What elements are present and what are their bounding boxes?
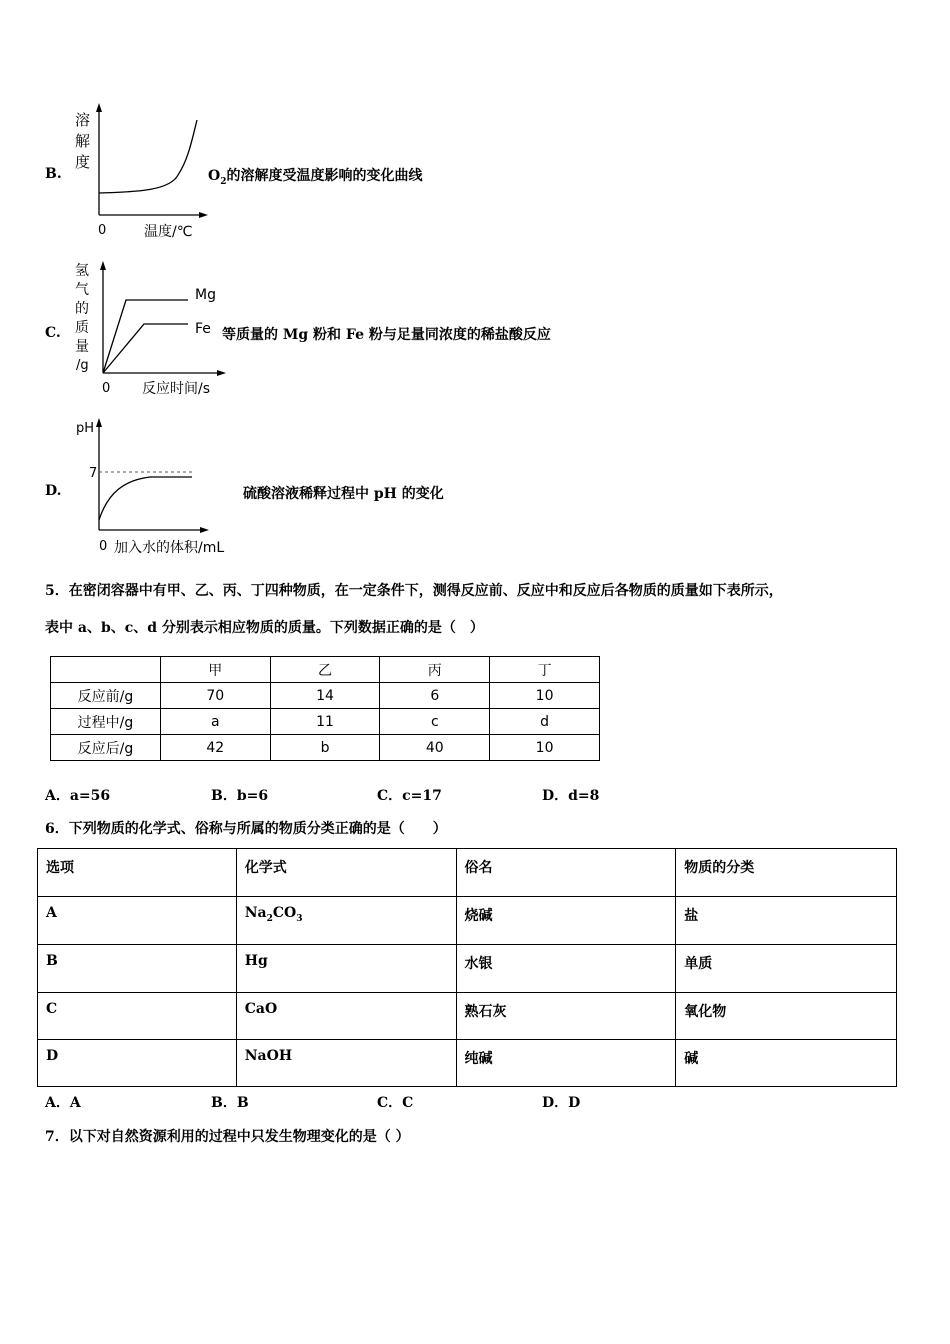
table-cell: 物质的分类 <box>676 849 897 897</box>
table-cell: 俗名 <box>456 849 676 897</box>
q5-option-d[interactable]: D．d=8 <box>542 788 600 804</box>
mg-line <box>103 300 188 373</box>
q5-stem-line1: 5．在密闭容器中有甲、乙、丙、丁四种物质，在一定条件下，测得反应前、反应中和反应后各物质的质量如下表所示， <box>45 583 783 599</box>
fe-label: Fe <box>195 321 211 337</box>
q6-stem: 6．下列物质的化学式、俗称与所属的物质分类正确的是（ ） <box>45 821 447 837</box>
table-cell: 烧碱 <box>456 897 676 945</box>
table-header-row <box>51 657 600 683</box>
table-cell: 反应前/g <box>51 683 161 709</box>
table-row <box>51 709 600 735</box>
x-axis-arrow <box>200 527 209 533</box>
origin-label: 0 <box>98 223 107 238</box>
table-cell <box>51 657 161 683</box>
graph-text: 质 <box>75 320 89 336</box>
table-cell: 6 <box>380 683 490 709</box>
graph-text: 量 <box>75 339 89 355</box>
ph-graph <box>70 412 255 557</box>
table-cell: 碱 <box>676 1040 897 1087</box>
table-cell: 反应后/g <box>51 735 161 761</box>
table-cell: CaO <box>236 993 456 1040</box>
solubility-graph <box>70 100 215 245</box>
ph7-tick-label: 7 <box>89 466 98 481</box>
table-row <box>38 1040 897 1087</box>
table-cell: 丁 <box>490 657 600 683</box>
option-c-label: C. <box>45 325 61 341</box>
table-cell: b <box>270 735 380 761</box>
table-cell: 熟石灰 <box>456 993 676 1040</box>
option-b-caption: $O_2$的溶解度受温度影响的变化曲线 <box>208 168 423 187</box>
q5-option-b[interactable]: B．b=6 <box>211 788 269 804</box>
table-cell: 42 <box>160 735 270 761</box>
x-axis-arrow <box>199 212 208 218</box>
table-cell: 10 <box>490 735 600 761</box>
q5-mass-table <box>50 656 600 761</box>
table-cell: 单质 <box>676 945 897 993</box>
q6-option-a[interactable]: A．A <box>45 1095 81 1111</box>
q6-option-c[interactable]: C．C <box>377 1095 414 1111</box>
table-cell: 40 <box>380 735 490 761</box>
table-cell: 纯碱 <box>456 1040 676 1087</box>
option-d-label: D. <box>45 483 62 499</box>
table-cell: 甲 <box>160 657 270 683</box>
q5-stem-line2: 表中 a、b、c、d 分别表示相应物质的质量。下列数据正确的是（ ） <box>45 620 484 636</box>
y-axis-label: pH <box>76 421 95 436</box>
x-axis-label: 加入水的体积/mL <box>114 540 225 556</box>
table-cell: 11 <box>270 709 380 735</box>
q5-option-a[interactable]: A．a=56 <box>45 788 111 804</box>
y-axis-arrow <box>100 261 106 270</box>
ph-curve <box>99 477 192 520</box>
table-row <box>51 735 600 761</box>
table-cell: c <box>380 709 490 735</box>
table-row <box>38 897 897 945</box>
table-cell: 选项 <box>38 849 237 897</box>
graph-text: /g <box>76 358 89 373</box>
table-row <box>38 945 897 993</box>
table-cell: 14 <box>270 683 380 709</box>
table-cell: Hg <box>236 945 456 993</box>
table-row <box>51 683 600 709</box>
table-header-row <box>38 849 897 897</box>
table-cell: A <box>38 897 237 945</box>
option-b-label: B. <box>45 166 62 182</box>
q5-option-c[interactable]: C．c=17 <box>377 788 442 804</box>
q6-option-d[interactable]: D．D <box>542 1095 581 1111</box>
table-cell: d <box>490 709 600 735</box>
graph-text: 的 <box>75 301 89 317</box>
option-d-caption: 硫酸溶液稀释过程中 pH 的变化 <box>243 486 444 502</box>
table-cell: 水银 <box>456 945 676 993</box>
table-cell: C <box>38 993 237 1040</box>
table-cell: 氧化物 <box>676 993 897 1040</box>
table-cell: 70 <box>160 683 270 709</box>
q7-stem: 7．以下对自然资源利用的过程中只发生物理变化的是（ ） <box>45 1129 410 1145</box>
origin-label: 0 <box>99 539 108 554</box>
mg-label: Mg <box>195 287 216 303</box>
x-axis-arrow <box>217 370 226 376</box>
x-axis-label: 反应时间/s <box>142 381 211 397</box>
table-cell: 丙 <box>380 657 490 683</box>
table-cell: NaOH <box>236 1040 456 1087</box>
y-label-char: 溶 <box>75 111 91 129</box>
q6-option-b[interactable]: B．B <box>211 1095 249 1111</box>
table-cell: B <box>38 945 237 993</box>
table-cell: 10 <box>490 683 600 709</box>
hydrogen-mass-graph <box>70 255 230 403</box>
graph-text: 气 <box>75 282 89 298</box>
x-axis-label: 温度/℃ <box>144 224 193 240</box>
table-cell: 化学式 <box>236 849 456 897</box>
y-label-char: 解 <box>75 132 91 150</box>
table-cell: D <box>38 1040 237 1087</box>
table-cell: $Na_2CO_3$ <box>236 897 456 945</box>
q6-classification-table <box>37 848 897 1087</box>
table-cell: a <box>160 709 270 735</box>
y-axis-arrow <box>96 103 102 112</box>
table-cell: 过程中/g <box>51 709 161 735</box>
option-c-caption: 等质量的 Mg 粉和 Fe 粉与足量同浓度的稀盐酸反应 <box>222 327 551 343</box>
table-cell: 盐 <box>676 897 897 945</box>
solubility-curve <box>99 120 197 193</box>
y-label-char: 度 <box>75 153 91 171</box>
graph-text: 氢 <box>75 263 89 279</box>
y-axis-arrow <box>96 418 102 427</box>
table-cell: 乙 <box>270 657 380 683</box>
table-row <box>38 993 897 1040</box>
origin-label: 0 <box>102 381 111 396</box>
